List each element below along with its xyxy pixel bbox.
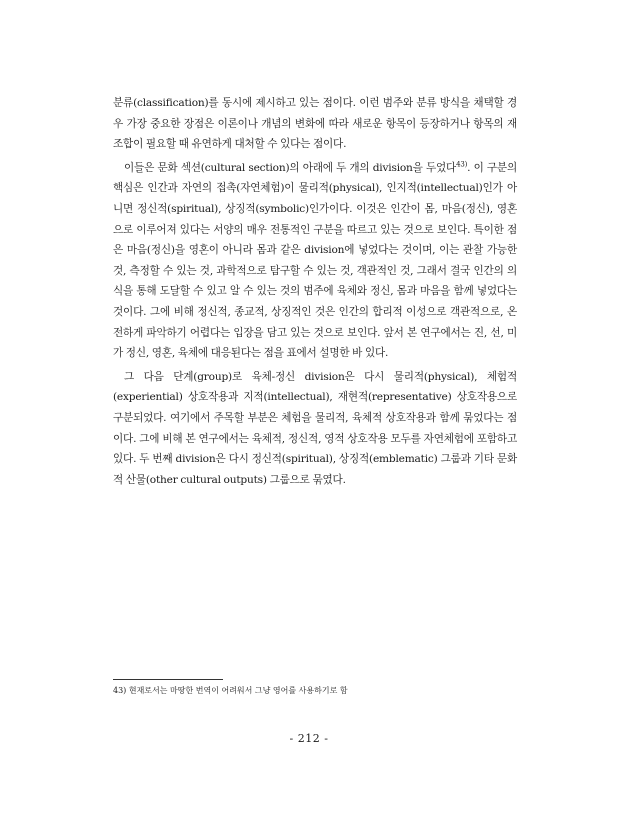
body-text bbox=[113, 93, 517, 493]
paragraph-2-text-end: . 이 구분의 핵심은 인간과 자연의 접촉(자연체험)이 물리적(physical), 인지적(intellectual)인가 아니면 정신적(spiritual), 상징적(symbolic)인가이다. 이것은 인간이 몸, 마음(정신), 영혼으로 이루어져 있다는 서양의 매우 전통적인 구분을 따르고 있는 것으로 보인다. 특이한 점은 마음(정신)을 영혼이 아니라 몸과 같은 division에 넣었다는 것이며, 이는 관찰 가능한 것, 측정할 수 있는 것, 과학적으로 탐구할 수 있는 것, 객관적인 것, 그래서 결국 인간의 의식을 통해 도달할 수 있고 알 수 있는 것의 범주에 육체와 정신, 몸과 마음을 함께 넣었다는 것이다. 그에 비해 정신적, 종교적, 상징적인 것은 인간의 합리적 이성으로 객관적으로, 온전하게 파악하기 어렵다는 입장을 담고 있는 것으로 보인다. 앞서 본 연구에서는 진, 선, 미가 정신, 영혼, 육체에 대응된다는 점을 표에서 설명한 바 있다. bbox=[113, 161, 517, 360]
paragraph-1: 분류(classification)를 동시에 제시하고 있는 점이다. 이런 범주와 분류 방식을 채택할 경우 가장 중요한 장점은 이론이나 개념의 변화에 따라 새로운 항목이 등장하거나 항목의 재조합이 필요할 때 유연하게 대처할 수 있다는 점이다. bbox=[113, 97, 517, 151]
paragraph-2 bbox=[113, 158, 517, 364]
page-number: - 212 - bbox=[289, 732, 329, 745]
footnote-divider bbox=[113, 679, 223, 680]
paragraph-3: 그 다음 단계(group)로 육체-정신 division은 다시 물리적(physical), 체험적(experiential) 상호작용과 지적(intellectual), 재현적(representative) 상호작용으로 구분되었다. 여기에서 주목할 부분은 체험을 물리적, 육체적 상호작용과 함께 묶었다는 점이다. 그에 비해 본 연구에서는 육체적, 정신적, 영적 상호작용 모두를 자연체험에 포함하고 있다. 두 번째 division은 다시 정신적(spiritual), 상징적(emblematic) 그룹과 기타 문화적 산물(other cultural outputs) 그룹으로 묶였다. bbox=[113, 370, 517, 486]
paragraph-2-text-start: 이들은 문화 섹션(cultural section)의 아래에 두 개의 division을 두었다 bbox=[124, 161, 457, 174]
footnote-43: 43) 현재로서는 마땅한 번역이 어려워서 그냥 영어를 사용하기로 함 bbox=[113, 686, 348, 695]
footnote-reference[interactable]: 43) bbox=[456, 160, 468, 169]
